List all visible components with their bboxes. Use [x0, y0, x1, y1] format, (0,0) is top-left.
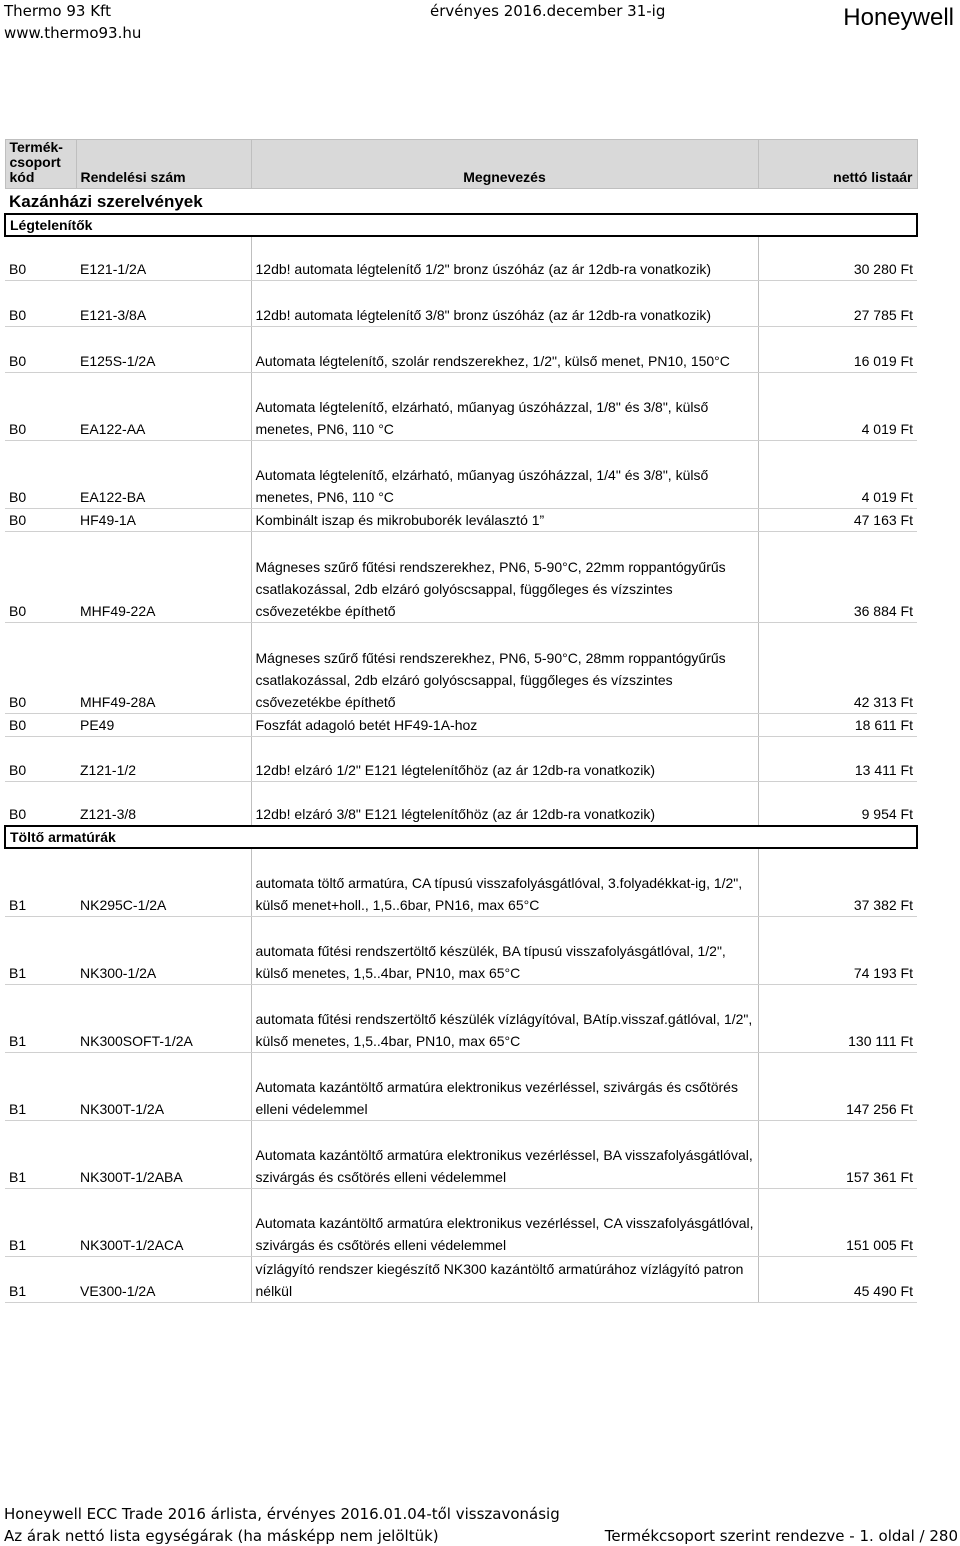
- description-text: 12db! automata légtelenítő 1/2" bronz úszóház (az ár 12db-ra vonatkozik): [255, 260, 712, 277]
- cell-price: 151 005 Ft: [758, 1188, 917, 1256]
- subsection-row: [5, 214, 917, 236]
- description-text: Foszfát adagoló betét HF49-1A-hoz: [255, 716, 478, 733]
- cell-group-code: B1: [5, 1052, 76, 1120]
- table-row: [5, 1120, 917, 1188]
- cell-description: [251, 622, 758, 713]
- cell-group-code: B0: [5, 440, 76, 508]
- subsection-title-tolto-armaturak: Töltő armatúrák: [5, 826, 917, 848]
- company-name: Thermo 93 Kft: [4, 2, 111, 20]
- table-row: [5, 713, 917, 736]
- footer-pricelist-note: Honeywell ECC Trade 2016 árlista, érvényes 2016.01.04-től visszavonásig: [4, 1505, 560, 1523]
- cell-order-number: NK295C-1/2A: [76, 848, 251, 916]
- brand-logo-text: Honeywell: [843, 4, 954, 31]
- section-title: Kazánházi szerelvények: [9, 192, 203, 211]
- cell-order-number: NK300T-1/2ABA: [76, 1120, 251, 1188]
- description-text: Automata kazántöltő armatúra elektronikus vezérléssel, CA visszafolyásgátlóval, szivárgás és csőtörés elleni védelemmel: [255, 1214, 754, 1253]
- table-row: [5, 236, 917, 280]
- description-text: Mágneses szűrő fűtési rendszerekhez, PN6, 5-90°C, 28mm roppantógyűrűs csatlakozással, 2db elzáró golyóscsappal, függőleges és vízszintes csővezetékbe építhető: [255, 649, 726, 710]
- table-row: [5, 372, 917, 440]
- description-text: Automata légtelenítő, szolár rendszerekhez, 1/2", külső menet, PN10, 150°C: [255, 352, 730, 369]
- cell-price: 37 382 Ft: [758, 848, 917, 916]
- cell-price: 18 611 Ft: [758, 713, 917, 736]
- cell-order-number: NK300SOFT-1/2A: [76, 984, 251, 1052]
- cell-order-number: Z121-3/8: [76, 781, 251, 826]
- header-code-line2: csoport: [9, 154, 61, 170]
- table-row: [5, 736, 917, 781]
- header-order-number: Rendelési szám: [76, 140, 251, 189]
- table-row: [5, 916, 917, 984]
- cell-order-number: PE49: [76, 713, 251, 736]
- cell-description: [251, 236, 758, 280]
- description-text: Mágneses szűrő fűtési rendszerekhez, PN6, 5-90°C, 22mm roppantógyűrűs csatlakozással, 2db elzáró golyóscsappal, függőleges és vízszintes csővezetékbe építhető: [255, 558, 726, 619]
- description-text: Automata légtelenítő, elzárható, műanyag úszóházzal, 1/8" és 3/8", külső menetes, PN6, 110 °C: [255, 398, 709, 437]
- cell-description: [251, 372, 758, 440]
- table-row: [5, 622, 917, 713]
- table-row: [5, 984, 917, 1052]
- cell-description: [251, 1188, 758, 1256]
- table-row: [5, 508, 917, 531]
- cell-group-code: B1: [5, 1256, 76, 1302]
- description-text: Kombinált iszap és mikrobuborék leválasztó 1”: [255, 511, 545, 528]
- cell-description: [251, 280, 758, 326]
- cell-price: 47 163 Ft: [758, 508, 917, 531]
- cell-order-number: VE300-1/2A: [76, 1256, 251, 1302]
- cell-order-number: E121-3/8A: [76, 280, 251, 326]
- description-text: automata fűtési rendszertöltő készülék vízlágyítóval, BAtíp.visszaf.gátlóval, 1/2", külső menetes, 1,5..4bar, PN10, max 65°C: [255, 1010, 753, 1049]
- company-url[interactable]: www.thermo93.hu: [4, 24, 142, 42]
- header-net-price: nettó listaár: [758, 140, 917, 189]
- cell-order-number: NK300T-1/2ACA: [76, 1188, 251, 1256]
- cell-order-number: MHF49-28A: [76, 622, 251, 713]
- cell-description: [251, 713, 758, 736]
- description-text: 12db! elzáró 3/8" E121 légtelenítőhöz (az ár 12db-ra vonatkozik): [255, 806, 656, 822]
- cell-description: [251, 848, 758, 916]
- description-text: 12db! elzáró 1/2" E121 légtelenítőhöz (az ár 12db-ra vonatkozik): [255, 761, 656, 778]
- cell-order-number: MHF49-22A: [76, 531, 251, 622]
- cell-group-code: B0: [5, 531, 76, 622]
- cell-description: [251, 781, 758, 826]
- cell-group-code: B1: [5, 1120, 76, 1188]
- subsection-title-legtelenitok: Légtelenítők: [5, 214, 917, 236]
- cell-price: 27 785 Ft: [758, 280, 917, 326]
- cell-group-code: B0: [5, 236, 76, 280]
- cell-group-code: B1: [5, 848, 76, 916]
- table-row: [5, 781, 917, 826]
- table-row: [5, 1052, 917, 1120]
- cell-group-code: B0: [5, 622, 76, 713]
- section-title-row: [5, 189, 917, 215]
- cell-price: 130 111 Ft: [758, 984, 917, 1052]
- cell-order-number: NK300T-1/2A: [76, 1052, 251, 1120]
- cell-description: [251, 736, 758, 781]
- table-row: [5, 531, 917, 622]
- header-code-line1: Termék-: [9, 139, 63, 155]
- cell-price: 45 490 Ft: [758, 1256, 917, 1302]
- cell-price: 74 193 Ft: [758, 916, 917, 984]
- header-product-group-code: [5, 140, 76, 189]
- cell-order-number: HF49-1A: [76, 508, 251, 531]
- cell-price: 9 954 Ft: [758, 781, 917, 826]
- cell-group-code: B0: [5, 280, 76, 326]
- cell-description: [251, 440, 758, 508]
- table-row: [5, 326, 917, 372]
- cell-price: 147 256 Ft: [758, 1052, 917, 1120]
- description-text: Automata kazántöltő armatúra elektronikus vezérléssel, szivárgás és csőtörés elleni védelemmel: [255, 1078, 738, 1117]
- cell-order-number: EA122-BA: [76, 440, 251, 508]
- footer-page-number: Termékcsoport szerint rendezve - 1. oldal / 280: [604, 1527, 958, 1545]
- cell-group-code: B1: [5, 984, 76, 1052]
- header-code-line3: kód: [9, 169, 35, 185]
- description-text: Automata kazántöltő armatúra elektronikus vezérléssel, BA visszafolyásgátlóval, szivárgás és csőtörés elleni védelemmel: [255, 1146, 753, 1185]
- footer-net-price-note: Az árak nettó lista egységárak (ha másképp nem jelöltük): [4, 1527, 439, 1545]
- cell-description: [251, 326, 758, 372]
- table-header-row: [5, 140, 917, 189]
- cell-description: [251, 916, 758, 984]
- cell-group-code: B0: [5, 326, 76, 372]
- table-row: [5, 280, 917, 326]
- cell-price: 36 884 Ft: [758, 531, 917, 622]
- description-text: automata fűtési rendszertöltő készülék, BA típusú visszafolyásgátlóval, 1/2", külső menetes, 1,5..4bar, PN10, max 65°C: [255, 942, 726, 981]
- cell-price: 30 280 Ft: [758, 236, 917, 280]
- cell-description: [251, 1256, 758, 1302]
- cell-price: 16 019 Ft: [758, 326, 917, 372]
- cell-order-number: Z121-1/2: [76, 736, 251, 781]
- subsection-row: [5, 826, 917, 848]
- cell-price: 4 019 Ft: [758, 440, 917, 508]
- description-text: vízlágyító rendszer kiegészítő NK300 kazántöltő armatúrához vízlágyító patron nélkül: [255, 1260, 744, 1299]
- description-text: Automata légtelenítő, elzárható, műanyag úszóházzal, 1/4" és 3/8", külső menetes, PN6, 110 °C: [255, 466, 709, 505]
- description-text: automata töltő armatúra, CA típusú visszafolyásgátlóval, 3.folyadékkat-ig, 1/2", külső menet+holl., 1,5..6bar, PN16, max 65°C: [255, 874, 743, 913]
- cell-group-code: B1: [5, 1188, 76, 1256]
- cell-description: [251, 531, 758, 622]
- cell-description: [251, 1120, 758, 1188]
- table-row: [5, 440, 917, 508]
- cell-price: 42 313 Ft: [758, 622, 917, 713]
- cell-price: 13 411 Ft: [758, 736, 917, 781]
- header-description: Megnevezés: [251, 140, 758, 189]
- price-table: [4, 139, 918, 1303]
- cell-group-code: B1: [5, 916, 76, 984]
- cell-price: 157 361 Ft: [758, 1120, 917, 1188]
- table-row: [5, 848, 917, 916]
- table-row: [5, 1256, 917, 1302]
- cell-order-number: E125S-1/2A: [76, 326, 251, 372]
- cell-order-number: NK300-1/2A: [76, 916, 251, 984]
- cell-order-number: EA122-AA: [76, 372, 251, 440]
- cell-group-code: B0: [5, 508, 76, 531]
- cell-price: 4 019 Ft: [758, 372, 917, 440]
- cell-description: [251, 508, 758, 531]
- cell-group-code: B0: [5, 781, 76, 826]
- cell-description: [251, 1052, 758, 1120]
- cell-order-number: E121-1/2A: [76, 236, 251, 280]
- table-row: [5, 1188, 917, 1256]
- description-text: 12db! automata légtelenítő 3/8" bronz úszóház (az ár 12db-ra vonatkozik): [255, 306, 712, 323]
- cell-group-code: B0: [5, 713, 76, 736]
- cell-description: [251, 984, 758, 1052]
- cell-group-code: B0: [5, 736, 76, 781]
- validity-note: érvényes 2016.december 31-ig: [430, 2, 666, 20]
- cell-group-code: B0: [5, 372, 76, 440]
